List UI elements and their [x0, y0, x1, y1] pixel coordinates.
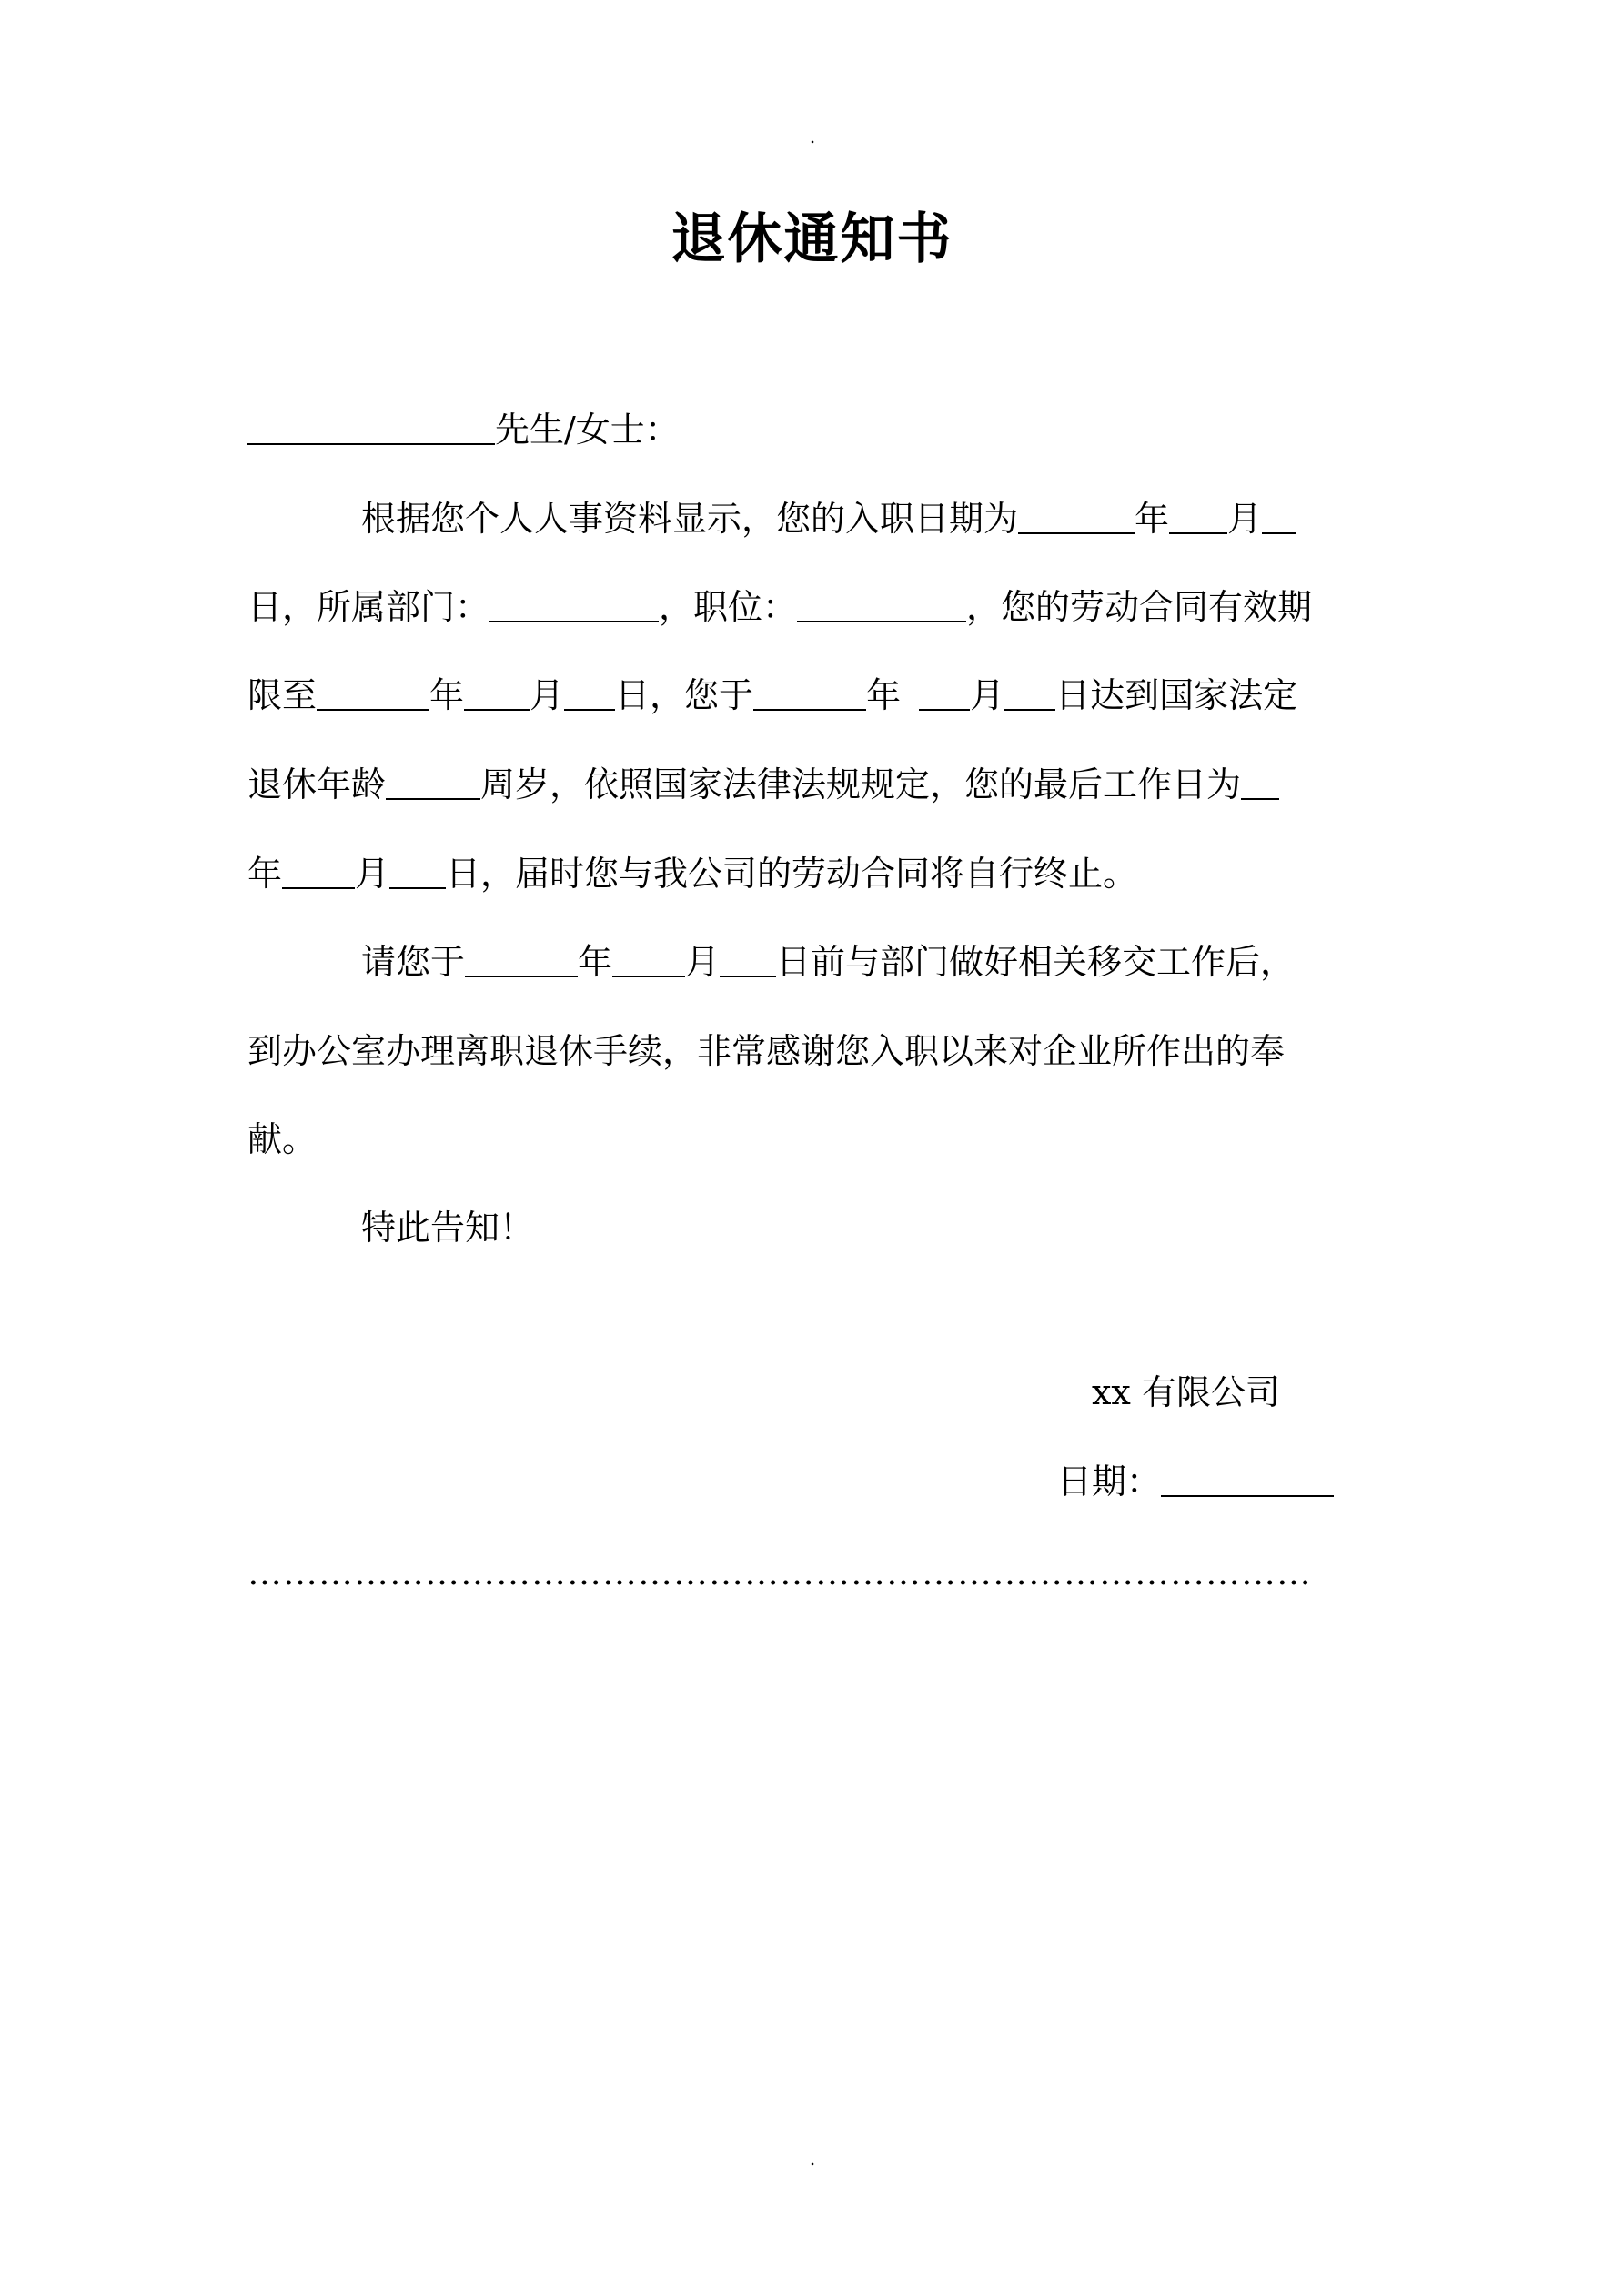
text-segment: 日前与部门做好相关移交工作后， — [776, 942, 1296, 982]
handover-year-blank — [465, 943, 578, 977]
entry-day-blank — [1262, 500, 1296, 534]
paragraph-1-line-5 — [247, 851, 1394, 896]
date-blank — [1161, 1462, 1334, 1497]
handover-day-blank — [720, 943, 776, 977]
text-segment: 周岁，依照国家法律法规规定，您的最后工作日为 — [480, 764, 1242, 804]
paragraph-1-line-4 — [247, 762, 1394, 807]
text-segment: 月 — [970, 675, 1005, 715]
text-segment: 年 — [866, 675, 902, 715]
contract-month-blank — [464, 676, 530, 711]
salutation-text: 先生/女士： — [495, 410, 680, 450]
text-segment: 年 — [429, 675, 465, 715]
text-segment: 月 — [685, 942, 721, 982]
text-segment: 日，您于 — [615, 675, 754, 715]
text-segment: 年 — [247, 854, 283, 894]
header-mark: . — [809, 126, 816, 147]
text-segment: 年 — [1135, 499, 1170, 539]
date-line — [1057, 1459, 1334, 1504]
paragraph-2-line-3: 献。 — [247, 1119, 318, 1159]
retirement-age-blank — [386, 765, 480, 800]
age-month-blank — [919, 676, 970, 711]
text-segment: ，职位： — [659, 587, 798, 627]
text-segment: 日，所属部门： — [247, 587, 490, 627]
text-segment: 请您于 — [361, 942, 466, 982]
contract-year-blank — [317, 676, 429, 711]
document-title: 退休通知书 — [671, 207, 953, 271]
footer-mark: . — [809, 2148, 816, 2170]
paragraph-1-line-1 — [361, 496, 1508, 541]
dotted-separator: ……………………………………………………………………………… — [247, 1553, 1312, 1593]
text-segment: 退休年龄 — [247, 764, 387, 804]
text-segment: 月 — [1227, 499, 1263, 539]
text-segment: 限至 — [247, 675, 318, 715]
contract-day-blank — [564, 676, 615, 711]
company-name: xx 有限公司 — [1092, 1372, 1280, 1412]
text-segment: ，您的劳动合同有效期 — [966, 587, 1313, 627]
last-workday-day-blank — [389, 855, 446, 889]
salutation-line — [247, 407, 1394, 452]
text-segment: 月 — [355, 854, 390, 894]
handover-month-blank — [612, 943, 685, 977]
text-segment: 月 — [530, 675, 565, 715]
paragraph-2-line-1 — [361, 939, 1508, 985]
paragraph-1-line-3 — [247, 673, 1394, 718]
paragraph-2-line-2: 到办公室办理离职退休手续，非常感谢您入职以来对企业所作出的奉 — [247, 1031, 1286, 1071]
date-label: 日期： — [1057, 1462, 1162, 1502]
last-workday-month-blank — [282, 855, 355, 889]
entry-month-blank — [1169, 500, 1227, 534]
text-segment: 日，届时您与我公司的劳动合同将自行终止。 — [446, 854, 1138, 894]
department-blank — [489, 588, 659, 622]
closing-line: 特此告知！ — [361, 1208, 535, 1248]
name-blank — [247, 410, 495, 445]
paragraph-1-line-2 — [247, 584, 1394, 630]
text-segment: 年 — [578, 942, 613, 982]
position-blank — [797, 588, 966, 622]
age-day-blank — [1004, 676, 1055, 711]
text-segment: 根据您个人人事资料显示，您的入职日期为 — [361, 499, 1019, 539]
age-year-blank — [753, 676, 866, 711]
entry-year-blank — [1018, 500, 1135, 534]
last-workday-year-blank — [1241, 765, 1279, 800]
text-segment: 日达到国家法定 — [1055, 675, 1298, 715]
